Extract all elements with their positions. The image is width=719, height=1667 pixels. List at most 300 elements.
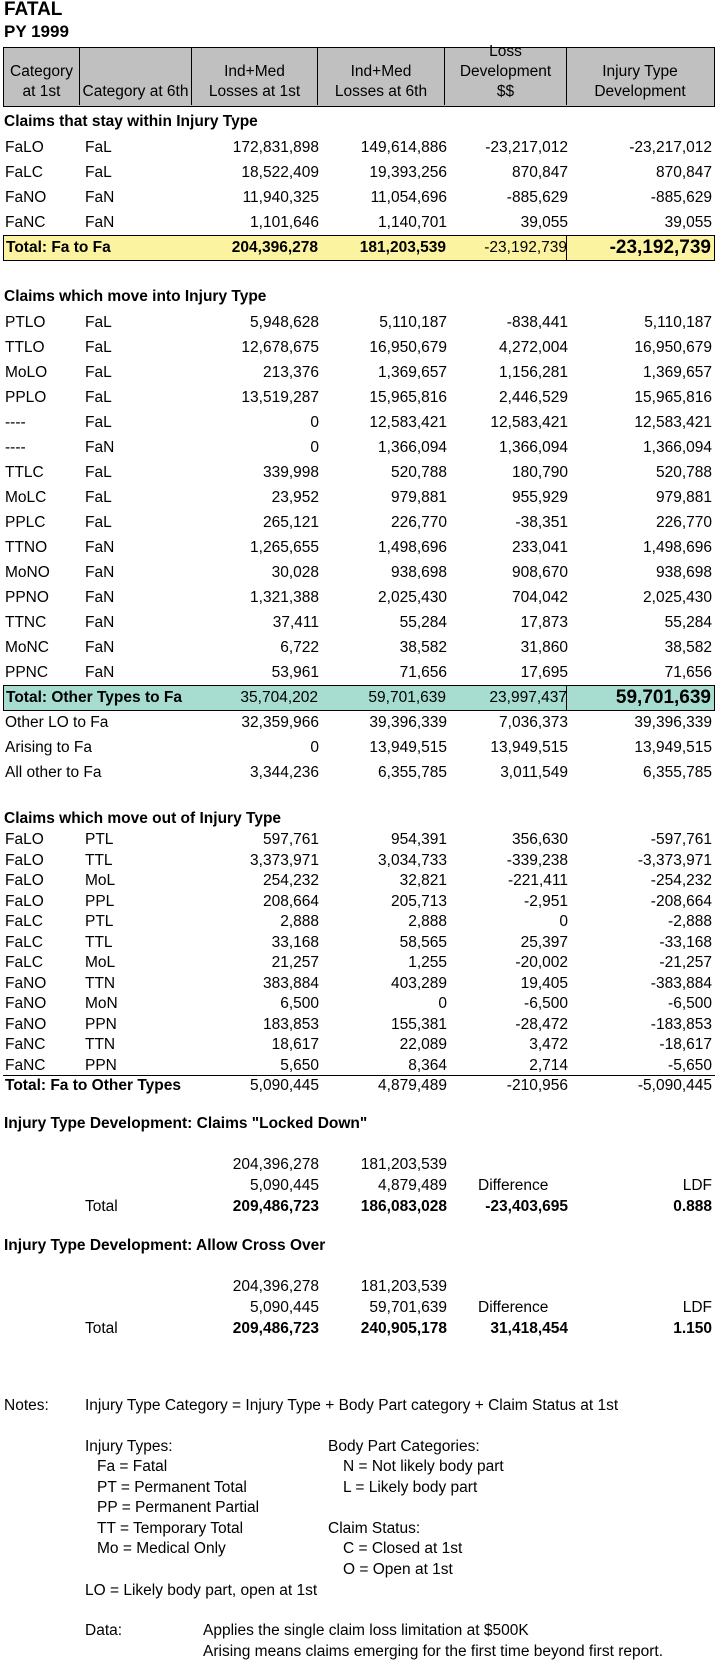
table-header <box>3 43 715 107</box>
table-row <box>3 830 715 851</box>
table-cell: 39,396,339 <box>634 714 712 731</box>
section-move-into-heading: Claims which move into Injury Type <box>4 288 267 305</box>
table-cell: 21,257 <box>271 954 319 971</box>
table-cell: -208,664 <box>650 893 712 910</box>
table-cell: 0 <box>310 739 319 756</box>
table-row <box>3 486 715 510</box>
table-cell: 59,701,639 <box>368 689 446 706</box>
injury-type-item: Mo = Medical Only <box>97 1540 226 1557</box>
table-cell: Total: Other Types to Fa <box>6 689 182 706</box>
table-cell: FaNO <box>5 975 47 992</box>
table-cell: 15,965,816 <box>634 389 712 406</box>
injury-types-title: Injury Types: <box>85 1438 173 1455</box>
table-cell: TTN <box>85 975 116 992</box>
lo-definition: LO = Likely body part, open at 1st <box>85 1582 318 1599</box>
table-cell: 1,265,655 <box>250 539 319 556</box>
table-cell: -23,192,739 <box>484 239 567 256</box>
body-part-item: N = Not likely body part <box>343 1458 504 1475</box>
table-cell: 209,486,723 <box>232 1320 319 1337</box>
section-stay-heading: Claims that stay within Injury Type <box>4 113 258 130</box>
table-cell: 37,411 <box>272 614 319 631</box>
table-cell: 183,853 <box>262 1016 319 1033</box>
table-cell: 870,847 <box>655 164 712 181</box>
table-cell: 3,344,236 <box>250 764 319 781</box>
table-cell: 11,940,325 <box>242 189 319 206</box>
table-cell: 180,790 <box>511 464 568 481</box>
table-cell: 1,101,646 <box>250 214 319 231</box>
table-row <box>3 436 715 460</box>
table-cell: LDF <box>682 1299 712 1316</box>
table-row <box>3 411 715 435</box>
table-cell: 38,582 <box>399 639 447 656</box>
claim-status-title: Claim Status: <box>328 1520 421 1537</box>
table-cell: 155,381 <box>390 1016 447 1033</box>
table-cell: 2,888 <box>280 913 319 930</box>
table-cell: 870,847 <box>511 164 568 181</box>
table-cell: FaLC <box>5 164 43 181</box>
table-row <box>3 186 715 210</box>
table-row <box>3 586 715 610</box>
table-cell: 704,042 <box>511 589 568 606</box>
table-cell: 32,359,966 <box>241 714 319 731</box>
table-cell: 0.888 <box>673 1198 712 1215</box>
table-cell: FaL <box>85 414 112 431</box>
table-cell: 6,355,785 <box>643 764 712 781</box>
table-cell: Total: Fa to Fa <box>6 239 111 256</box>
table-cell: 938,698 <box>390 564 447 581</box>
injury-type-dev-total: -23,192,739 <box>609 237 711 258</box>
table-cell: -210,956 <box>506 1077 568 1094</box>
table-cell: 2,446,529 <box>499 389 568 406</box>
table-cell: 181,203,539 <box>360 1156 447 1173</box>
table-cell: MoL <box>85 954 116 971</box>
table-cell: 5,650 <box>280 1057 319 1074</box>
table-cell: FaN <box>85 539 115 556</box>
section-move-out-heading: Claims which move out of Injury Type <box>4 810 282 827</box>
table-cell: FaLO <box>5 139 44 156</box>
table-cell: 954,391 <box>390 831 447 848</box>
table-cell: 12,583,421 <box>634 414 712 431</box>
table-cell: FaLO <box>5 831 44 848</box>
table-cell: 4,879,489 <box>378 1177 447 1194</box>
table-cell: 58,565 <box>399 934 447 951</box>
table-cell: -23,217,012 <box>629 139 712 156</box>
table-cell: 254,232 <box>262 872 319 889</box>
table-cell: 403,289 <box>390 975 447 992</box>
table-cell: -28,472 <box>515 1016 568 1033</box>
table-cell: 5,090,445 <box>250 1077 319 1094</box>
table-cell: TTL <box>85 934 113 951</box>
table-cell: PPN <box>85 1016 117 1033</box>
table-cell: -5,090,445 <box>637 1077 712 1094</box>
notes-label: Notes: <box>4 1397 49 1414</box>
table-cell: FaL <box>85 464 112 481</box>
total-fa-to-other-row <box>3 1076 715 1097</box>
table-cell: 520,788 <box>655 464 712 481</box>
table-cell: 19,393,256 <box>369 164 447 181</box>
locked-row-2 <box>3 1176 715 1197</box>
table-row <box>3 386 715 410</box>
table-cell: -597,761 <box>650 831 712 848</box>
table-cell: 39,055 <box>664 214 712 231</box>
table-cell: 6,355,785 <box>378 764 447 781</box>
header-injury-type-development: Injury Type Development <box>566 48 713 105</box>
table-row <box>3 1056 715 1077</box>
table-cell: 0 <box>310 439 319 456</box>
table-cell: FaNO <box>5 1016 47 1033</box>
table-cell: 908,670 <box>511 564 568 581</box>
table-cell: -38,351 <box>515 514 568 531</box>
table-cell: 5,110,187 <box>644 314 712 331</box>
table-cell: 71,656 <box>664 664 712 681</box>
table-cell: 16,950,679 <box>369 339 447 356</box>
table-row <box>3 711 715 735</box>
injury-type-dev-into-total: 59,701,639 <box>615 687 711 708</box>
table-cell: PPNC <box>5 664 49 681</box>
table-cell: 1,366,094 <box>499 439 568 456</box>
table-cell: FaLC <box>5 913 43 930</box>
table-cell: 1,369,657 <box>643 364 712 381</box>
report-title: FATAL <box>4 0 63 20</box>
total-other-to-fa-row <box>3 685 715 711</box>
locked-row-1 <box>3 1155 715 1176</box>
table-cell: FaN <box>85 439 115 456</box>
table-row <box>3 311 715 335</box>
injury-type-item: PP = Permanent Partial <box>97 1499 260 1516</box>
body-part-title: Body Part Categories: <box>328 1438 480 1455</box>
table-row <box>3 892 715 913</box>
table-cell: 356,630 <box>511 831 568 848</box>
table-cell: ---- <box>5 439 26 456</box>
table-cell: -21,257 <box>659 954 712 971</box>
table-row <box>3 994 715 1015</box>
table-row <box>3 611 715 635</box>
data-label: Data: <box>85 1622 123 1639</box>
table-cell: 5,948,628 <box>250 314 319 331</box>
table-cell: 30,028 <box>271 564 319 581</box>
table-row <box>3 561 715 585</box>
claim-status-item: O = Open at 1st <box>343 1561 453 1578</box>
table-cell: 22,089 <box>399 1036 447 1053</box>
table-cell: 1,255 <box>408 954 447 971</box>
injury-type-item: PT = Permanent Total <box>97 1479 247 1496</box>
table-cell: All other to Fa <box>5 764 102 781</box>
table-cell: FaLC <box>5 954 43 971</box>
table-cell: FaL <box>85 489 112 506</box>
table-row <box>3 136 715 160</box>
table-cell: 383,884 <box>262 975 319 992</box>
table-cell: FaNC <box>5 1036 46 1053</box>
table-cell: LDF <box>682 1177 712 1194</box>
table-cell: 181,203,539 <box>360 1278 447 1295</box>
table-cell: 19,405 <box>520 975 568 992</box>
table-row <box>3 536 715 560</box>
table-cell: Total: Fa to Other Types <box>5 1077 181 1094</box>
table-cell: 71,656 <box>399 664 447 681</box>
table-cell: FaL <box>85 339 112 356</box>
table-cell: -18,617 <box>659 1036 712 1053</box>
table-cell: 597,761 <box>262 831 319 848</box>
table-cell: TTLO <box>5 339 45 356</box>
table-cell: -383,884 <box>650 975 712 992</box>
table-cell: PPLO <box>5 389 47 406</box>
table-cell: 2,888 <box>408 913 447 930</box>
table-cell: 3,472 <box>529 1036 568 1053</box>
table-cell: FaNO <box>5 189 47 206</box>
claim-status-item: C = Closed at 1st <box>343 1540 463 1557</box>
header-losses-1st: Ind+Med Losses at 1st <box>191 48 317 105</box>
table-row <box>3 912 715 933</box>
table-cell: 18,617 <box>271 1036 319 1053</box>
table-cell: -2,888 <box>668 913 712 930</box>
table-cell: FaNC <box>5 1057 46 1074</box>
table-cell: PPN <box>85 1057 117 1074</box>
header-losses-6th: Ind+Med Losses at 6th <box>317 48 444 105</box>
table-cell: 16,950,679 <box>634 339 712 356</box>
table-cell: 226,770 <box>390 514 447 531</box>
table-cell: 5,090,445 <box>250 1299 319 1316</box>
table-cell: 6,722 <box>280 639 319 656</box>
table-cell: TTL <box>85 852 113 869</box>
table-cell: FaLC <box>5 934 43 951</box>
table-cell: PPL <box>85 893 115 910</box>
table-cell: Difference <box>478 1299 549 1316</box>
table-cell: -23,403,695 <box>485 1198 568 1215</box>
table-cell: 1,156,281 <box>499 364 568 381</box>
table-cell: -838,441 <box>506 314 568 331</box>
table-cell: 13,519,287 <box>241 389 319 406</box>
cross-over-heading: Injury Type Development: Allow Cross Over <box>4 1237 326 1254</box>
table-cell: FaN <box>85 664 115 681</box>
table-cell: 4,272,004 <box>499 339 568 356</box>
table-cell: 23,997,437 <box>489 689 567 706</box>
table-cell: 213,376 <box>262 364 319 381</box>
table-cell: 181,203,539 <box>359 239 446 256</box>
policy-year: PY 1999 <box>4 22 69 41</box>
data-line: Applies the single claim loss limitation at $500K <box>203 1622 529 1639</box>
table-row <box>3 761 715 785</box>
table-cell: 53,961 <box>271 664 319 681</box>
table-cell: 13,949,515 <box>634 739 712 756</box>
table-cell: -23,217,012 <box>485 139 568 156</box>
table-cell: FaL <box>85 164 112 181</box>
table-cell: 2,025,430 <box>378 589 447 606</box>
injury-type-item: TT = Temporary Total <box>97 1520 244 1537</box>
table-cell: 204,396,278 <box>232 1156 319 1173</box>
table-cell: MoL <box>85 872 116 889</box>
table-cell: 15,965,816 <box>369 389 447 406</box>
table-row <box>3 336 715 360</box>
table-cell: 186,083,028 <box>360 1198 447 1215</box>
table-cell: PTL <box>85 913 114 930</box>
notes-category-definition: Injury Type Category = Injury Type + Body Part category + Claim Status at 1st <box>85 1397 619 1414</box>
cross-total-row <box>3 1319 715 1340</box>
table-cell: 2,714 <box>529 1057 568 1074</box>
table-cell: 1,366,094 <box>378 439 447 456</box>
table-cell: 205,713 <box>390 893 447 910</box>
table-cell: FaN <box>85 189 115 206</box>
table-cell: FaL <box>85 314 112 331</box>
table-cell: 520,788 <box>390 464 447 481</box>
table-cell: -221,411 <box>507 872 568 889</box>
table-cell: 1.150 <box>673 1320 712 1337</box>
table-cell: 226,770 <box>655 514 712 531</box>
table-cell: 13,949,515 <box>369 739 447 756</box>
table-row <box>3 736 715 760</box>
table-cell: FaN <box>85 639 115 656</box>
table-row <box>3 1015 715 1036</box>
table-cell: -2,951 <box>524 893 568 910</box>
table-cell: 31,418,454 <box>490 1320 568 1337</box>
table-cell: 17,873 <box>520 614 568 631</box>
table-cell: -339,238 <box>506 852 568 869</box>
table-cell: 12,678,675 <box>241 339 319 356</box>
table-cell: 2,025,430 <box>643 589 712 606</box>
table-cell: 39,396,339 <box>369 714 447 731</box>
table-cell: Other LO to Fa <box>5 714 109 731</box>
table-cell: 31,860 <box>520 639 568 656</box>
table-cell: 955,929 <box>511 489 568 506</box>
injury-type-item: Fa = Fatal <box>97 1458 168 1475</box>
table-cell: MoN <box>85 995 118 1012</box>
table-cell: 204,396,278 <box>231 239 318 256</box>
table-cell: FaN <box>85 214 115 231</box>
table-cell: MoNC <box>5 639 49 656</box>
table-cell: PPLC <box>5 514 46 531</box>
table-cell: 209,486,723 <box>232 1198 319 1215</box>
table-cell: 979,881 <box>655 489 712 506</box>
table-cell: Total <box>85 1198 118 1215</box>
table-cell: -183,853 <box>650 1016 712 1033</box>
table-cell: 233,041 <box>511 539 568 556</box>
header-category-6th: Category at 6th <box>79 48 191 105</box>
table-row <box>3 361 715 385</box>
table-cell: 0 <box>310 414 319 431</box>
table-cell: 204,396,278 <box>232 1278 319 1295</box>
table-cell: 1,366,094 <box>643 439 712 456</box>
table-cell: 1,369,657 <box>378 364 447 381</box>
table-row <box>3 661 715 685</box>
table-cell: 1,140,701 <box>378 214 447 231</box>
table-cell: 38,582 <box>664 639 712 656</box>
table-cell: FaLO <box>5 872 44 889</box>
table-cell: -254,232 <box>650 872 712 889</box>
table-cell: FaL <box>85 389 112 406</box>
table-row <box>3 953 715 974</box>
table-cell: FaL <box>85 514 112 531</box>
table-cell: PPNO <box>5 589 49 606</box>
table-cell: 1,321,388 <box>250 589 319 606</box>
table-row <box>3 161 715 185</box>
table-cell: -6,500 <box>524 995 568 1012</box>
locked-down-heading: Injury Type Development: Claims "Locked Down" <box>4 1115 368 1132</box>
table-cell: MoLO <box>5 364 48 381</box>
table-cell: 39,055 <box>520 214 568 231</box>
table-cell: 8,364 <box>408 1057 447 1074</box>
table-cell: TTN <box>85 1036 116 1053</box>
cross-row-2 <box>3 1298 715 1319</box>
table-cell: 23,952 <box>271 489 319 506</box>
table-cell: FaN <box>85 614 115 631</box>
table-cell: 265,121 <box>262 514 319 531</box>
table-cell: MoLC <box>5 489 47 506</box>
table-cell: 339,998 <box>262 464 319 481</box>
table-row <box>3 1035 715 1056</box>
table-cell: 172,831,898 <box>232 139 319 156</box>
table-cell: 18,522,409 <box>241 164 319 181</box>
locked-total-row <box>3 1197 715 1218</box>
table-cell: 32,821 <box>399 872 447 889</box>
table-cell: FaL <box>85 364 112 381</box>
table-cell: FaNO <box>5 995 47 1012</box>
table-cell: 3,011,549 <box>500 764 568 781</box>
table-row <box>3 851 715 872</box>
table-row <box>3 511 715 535</box>
table-cell: 208,664 <box>262 893 319 910</box>
table-cell: 59,701,639 <box>369 1299 447 1316</box>
table-cell: 55,284 <box>664 614 712 631</box>
table-cell: 33,168 <box>271 934 319 951</box>
body-part-item: L = Likely body part <box>343 1479 478 1496</box>
table-cell: -33,168 <box>659 934 712 951</box>
table-cell: 938,698 <box>655 564 712 581</box>
table-cell: 25,397 <box>520 934 568 951</box>
table-cell: 12,583,421 <box>369 414 447 431</box>
table-cell: FaL <box>85 139 112 156</box>
table-cell: Total <box>85 1320 118 1337</box>
table-row <box>3 974 715 995</box>
table-cell: -6,500 <box>668 995 712 1012</box>
table-cell: -3,373,971 <box>637 852 712 869</box>
table-row <box>3 871 715 892</box>
table-cell: 5,110,187 <box>379 314 447 331</box>
table-cell: 5,090,445 <box>250 1177 319 1194</box>
table-cell: 3,034,733 <box>378 852 447 869</box>
table-cell: 55,284 <box>399 614 447 631</box>
data-line: Arising means claims emerging for the first time beyond first report. <box>203 1643 664 1660</box>
table-cell: FaNC <box>5 214 46 231</box>
header-category-1st: Category at 1st <box>10 63 73 100</box>
table-cell: 12,583,421 <box>490 414 568 431</box>
table-cell: ---- <box>5 414 26 431</box>
table-cell: 3,373,971 <box>250 852 319 869</box>
table-cell: 4,879,489 <box>378 1077 447 1094</box>
table-cell: 6,500 <box>280 995 319 1012</box>
table-row <box>3 636 715 660</box>
table-cell: TTNC <box>5 614 47 631</box>
table-row <box>3 461 715 485</box>
table-cell: 17,695 <box>520 664 568 681</box>
table-cell: PTLO <box>5 314 46 331</box>
table-row <box>3 933 715 954</box>
table-cell: PTL <box>85 831 114 848</box>
table-cell: -5,650 <box>668 1057 712 1074</box>
table-cell: 979,881 <box>390 489 447 506</box>
table-cell: TTNO <box>5 539 48 556</box>
table-cell: FaLO <box>5 852 44 869</box>
table-cell: 35,704,202 <box>240 689 318 706</box>
table-cell: Difference <box>478 1177 549 1194</box>
table-cell: 11,054,696 <box>370 189 447 206</box>
table-cell: 240,905,178 <box>360 1320 447 1337</box>
table-cell: 0 <box>438 995 447 1012</box>
table-cell: -885,629 <box>506 189 568 206</box>
header-loss-development: Loss Development $$ <box>444 48 566 105</box>
table-cell: 0 <box>559 913 568 930</box>
table-cell: 1,498,696 <box>643 539 712 556</box>
table-cell: FaN <box>85 589 115 606</box>
table-cell: FaN <box>85 564 115 581</box>
